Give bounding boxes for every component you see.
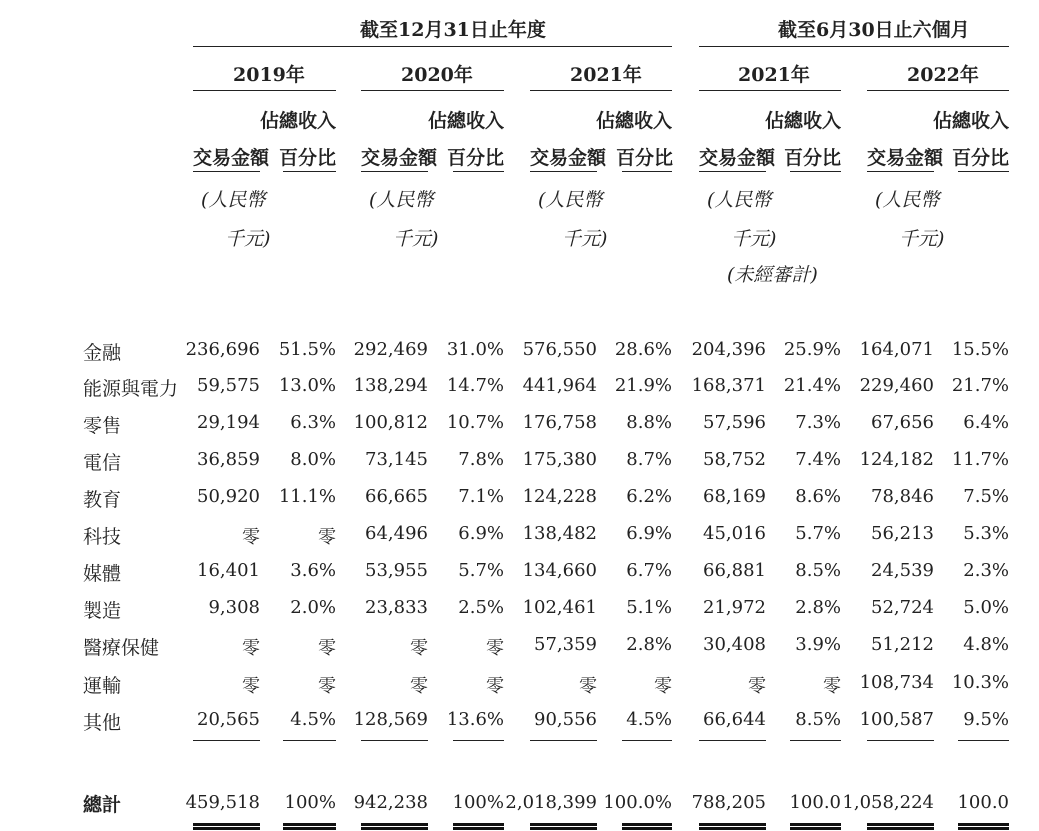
table-cell: 45,016 <box>703 523 766 544</box>
table-cell: 28.6% <box>614 339 672 360</box>
total-cell: 100.0% <box>603 792 672 813</box>
table-cell: 128,569 <box>353 709 428 730</box>
table-cell: 138,482 <box>522 523 597 544</box>
subtotal-line <box>530 740 597 741</box>
table-cell: 7.1% <box>458 486 504 507</box>
year-header: 2021年 <box>570 64 642 86</box>
table-cell: 50,920 <box>197 486 260 507</box>
subtotal-line <box>453 740 504 741</box>
table-cell: 176,758 <box>522 412 597 433</box>
table-cell: 73,145 <box>365 449 428 470</box>
table-cell: 零 <box>242 676 260 697</box>
pct-header-underline <box>453 171 504 172</box>
total-cell: 1,058,224 <box>842 792 934 813</box>
year-underline <box>867 90 1009 91</box>
total-cell: 100.0 <box>789 792 841 813</box>
unit-label-line2: 千元) <box>562 228 608 250</box>
amount-header-underline <box>361 171 428 172</box>
table-cell: 零 <box>242 527 260 548</box>
pct-header-line2: 百分比 <box>278 147 336 169</box>
table-cell: 7.8% <box>458 449 504 470</box>
table-cell: 138,294 <box>353 375 428 396</box>
subtotal-line <box>958 740 1009 741</box>
table-cell: 零 <box>486 676 504 697</box>
pct-header-line1: 佔總收入 <box>764 110 841 132</box>
pct-header-line2: 百分比 <box>447 147 505 169</box>
year-header: 2020年 <box>401 64 473 86</box>
row-label: 教育 <box>83 489 122 511</box>
table-cell: 108,734 <box>859 672 934 693</box>
amount-header-underline <box>867 171 934 172</box>
table-cell: 24,539 <box>871 560 934 581</box>
total-cell: 100% <box>284 792 336 813</box>
table-cell: 6.9% <box>458 523 504 544</box>
total-double-underline <box>790 823 841 830</box>
group-underline <box>193 46 672 47</box>
table-cell: 25.9% <box>783 339 841 360</box>
table-cell: 58,752 <box>703 449 766 470</box>
year-underline <box>361 90 504 91</box>
table-cell: 6.2% <box>626 486 672 507</box>
table-cell: 零 <box>318 527 336 548</box>
row-label: 電信 <box>83 452 122 474</box>
year-underline <box>193 90 336 91</box>
row-label: 能源與電力 <box>83 378 179 400</box>
table-cell: 23,833 <box>365 597 428 618</box>
table-cell: 100,587 <box>859 709 934 730</box>
table-cell: 441,964 <box>522 375 597 396</box>
table-cell: 8.5% <box>795 709 841 730</box>
year-header: 2019年 <box>233 64 305 86</box>
subtotal-line <box>867 740 934 741</box>
total-label: 總計 <box>83 794 122 816</box>
table-cell: 零 <box>410 676 428 697</box>
group-header-six-months: 截至6月30日止六個月 <box>778 19 970 41</box>
table-cell: 5.7% <box>458 560 504 581</box>
table-cell: 9,308 <box>208 597 260 618</box>
table-cell: 7.5% <box>963 486 1009 507</box>
total-double-underline <box>622 823 672 830</box>
row-label: 科技 <box>83 526 122 548</box>
total-cell: 100% <box>452 792 504 813</box>
table-cell: 零 <box>579 676 597 697</box>
table-cell: 7.3% <box>795 412 841 433</box>
table-cell: 8.8% <box>626 412 672 433</box>
table-cell: 10.3% <box>951 672 1009 693</box>
table-cell: 零 <box>654 676 672 697</box>
unit-label-line1: (人民幣 <box>875 189 940 211</box>
table-cell: 236,696 <box>185 339 260 360</box>
table-cell: 576,550 <box>522 339 597 360</box>
table-cell: 51.5% <box>278 339 336 360</box>
table-cell: 21,972 <box>703 597 766 618</box>
table-cell: 66,644 <box>703 709 766 730</box>
table-cell: 67,656 <box>871 412 934 433</box>
total-double-underline <box>193 823 260 830</box>
table-cell: 3.9% <box>795 634 841 655</box>
year-header: 2021年 <box>738 64 810 86</box>
table-cell: 8.5% <box>795 560 841 581</box>
pct-header-line2: 百分比 <box>784 147 842 169</box>
total-cell: 942,238 <box>353 792 428 813</box>
table-cell: 2.8% <box>795 597 841 618</box>
amount-header: 交易金額 <box>361 147 438 169</box>
table-cell: 11.7% <box>951 449 1009 470</box>
table-cell: 229,460 <box>859 375 934 396</box>
group-underline <box>699 46 1009 47</box>
table-cell: 6.7% <box>626 560 672 581</box>
table-cell: 21.7% <box>951 375 1009 396</box>
table-cell: 164,071 <box>859 339 934 360</box>
unit-label-line2: 千元) <box>393 228 439 250</box>
table-cell: 68,169 <box>703 486 766 507</box>
subtotal-line <box>193 740 260 741</box>
table-cell: 57,596 <box>703 412 766 433</box>
unit-label-line1: (人民幣 <box>538 189 603 211</box>
row-label: 其他 <box>83 712 122 734</box>
table-cell: 7.4% <box>795 449 841 470</box>
unit-label-line1: (人民幣 <box>201 189 266 211</box>
amount-header-underline <box>699 171 766 172</box>
table-cell: 零 <box>748 676 766 697</box>
table-cell: 2.5% <box>458 597 504 618</box>
table-cell: 204,396 <box>691 339 766 360</box>
pct-header-line1: 佔總收入 <box>595 110 672 132</box>
total-cell: 100.0 <box>957 792 1009 813</box>
table-cell: 6.4% <box>963 412 1009 433</box>
pct-header-line1: 佔總收入 <box>259 110 336 132</box>
unaudited-label: (未經審計) <box>727 264 818 286</box>
pct-header-line2: 百分比 <box>952 147 1010 169</box>
table-cell: 66,881 <box>703 560 766 581</box>
year-underline <box>530 90 672 91</box>
subtotal-line <box>361 740 428 741</box>
unit-label-line2: 千元) <box>899 228 945 250</box>
row-label: 媒體 <box>83 563 122 585</box>
year-header: 2022年 <box>907 64 979 86</box>
total-double-underline <box>699 823 766 830</box>
table-cell: 5.7% <box>795 523 841 544</box>
table-cell: 5.3% <box>963 523 1009 544</box>
table-cell: 零 <box>318 638 336 659</box>
row-label: 零售 <box>83 415 122 437</box>
amount-header: 交易金額 <box>867 147 944 169</box>
subtotal-line <box>283 740 336 741</box>
table-cell: 29,194 <box>197 412 260 433</box>
row-label: 醫療保健 <box>83 637 160 659</box>
year-underline <box>699 90 841 91</box>
total-double-underline <box>453 823 504 830</box>
table-cell: 8.0% <box>290 449 336 470</box>
table-cell: 13.6% <box>446 709 504 730</box>
table-cell: 52,724 <box>871 597 934 618</box>
table-cell: 57,359 <box>534 634 597 655</box>
table-cell: 5.0% <box>963 597 1009 618</box>
table-cell: 4.5% <box>290 709 336 730</box>
table-cell: 13.0% <box>278 375 336 396</box>
table-cell: 2.3% <box>963 560 1009 581</box>
total-cell: 788,205 <box>691 792 766 813</box>
table-cell: 30,408 <box>703 634 766 655</box>
amount-header-underline <box>530 171 597 172</box>
total-cell: 2,018,399 <box>505 792 597 813</box>
unit-label-line2: 千元) <box>731 228 777 250</box>
pct-header-underline <box>958 171 1009 172</box>
table-cell: 168,371 <box>691 375 766 396</box>
total-double-underline <box>361 823 428 830</box>
table-cell: 66,665 <box>365 486 428 507</box>
amount-header: 交易金額 <box>530 147 607 169</box>
table-cell: 15.5% <box>951 339 1009 360</box>
table-cell: 56,213 <box>871 523 934 544</box>
amount-header: 交易金額 <box>699 147 776 169</box>
table-cell: 124,228 <box>522 486 597 507</box>
total-double-underline <box>958 823 1009 830</box>
row-label: 金融 <box>83 342 122 364</box>
amount-header: 交易金額 <box>193 147 270 169</box>
table-cell: 14.7% <box>446 375 504 396</box>
table-cell: 134,660 <box>522 560 597 581</box>
table-cell: 59,575 <box>197 375 260 396</box>
table-cell: 31.0% <box>446 339 504 360</box>
table-cell: 53,955 <box>365 560 428 581</box>
table-cell: 零 <box>318 676 336 697</box>
group-header-year-ended: 截至12月31日止年度 <box>360 19 546 41</box>
total-double-underline <box>283 823 336 830</box>
pct-header-underline <box>283 171 336 172</box>
table-cell: 21.4% <box>783 375 841 396</box>
pct-header-line1: 佔總收入 <box>427 110 504 132</box>
table-cell: 64,496 <box>365 523 428 544</box>
table-cell: 20,565 <box>197 709 260 730</box>
amount-header-underline <box>193 171 260 172</box>
table-cell: 51,212 <box>871 634 934 655</box>
unit-label-line2: 千元) <box>225 228 271 250</box>
table-cell: 292,469 <box>353 339 428 360</box>
table-cell: 21.9% <box>614 375 672 396</box>
table-cell: 5.1% <box>626 597 672 618</box>
table-cell: 100,812 <box>353 412 428 433</box>
table-cell: 8.7% <box>626 449 672 470</box>
table-cell: 零 <box>486 638 504 659</box>
table-cell: 8.6% <box>795 486 841 507</box>
unit-label-line1: (人民幣 <box>707 189 772 211</box>
total-cell: 459,518 <box>185 792 260 813</box>
table-cell: 零 <box>823 676 841 697</box>
subtotal-line <box>790 740 841 741</box>
table-cell: 10.7% <box>446 412 504 433</box>
table-cell: 零 <box>242 638 260 659</box>
row-label: 製造 <box>83 600 122 622</box>
table-cell: 4.8% <box>963 634 1009 655</box>
table-cell: 6.9% <box>626 523 672 544</box>
table-cell: 175,380 <box>522 449 597 470</box>
unit-label-line1: (人民幣 <box>369 189 434 211</box>
table-cell: 102,461 <box>522 597 597 618</box>
row-label: 運輸 <box>83 675 122 697</box>
table-cell: 2.0% <box>290 597 336 618</box>
table-cell: 36,859 <box>197 449 260 470</box>
table-cell: 2.8% <box>626 634 672 655</box>
pct-header-line2: 百分比 <box>616 147 674 169</box>
table-cell: 11.1% <box>278 486 336 507</box>
table-cell: 90,556 <box>534 709 597 730</box>
pct-header-underline <box>622 171 672 172</box>
pct-header-underline <box>790 171 841 172</box>
subtotal-line <box>699 740 766 741</box>
table-cell: 124,182 <box>859 449 934 470</box>
table-cell: 零 <box>410 638 428 659</box>
table-cell: 6.3% <box>290 412 336 433</box>
table-cell: 78,846 <box>871 486 934 507</box>
subtotal-line <box>622 740 672 741</box>
pct-header-line1: 佔總收入 <box>932 110 1009 132</box>
total-double-underline <box>867 823 934 830</box>
table-cell: 16,401 <box>197 560 260 581</box>
total-double-underline <box>530 823 597 830</box>
table-cell: 3.6% <box>290 560 336 581</box>
table-cell: 4.5% <box>626 709 672 730</box>
table-cell: 9.5% <box>963 709 1009 730</box>
